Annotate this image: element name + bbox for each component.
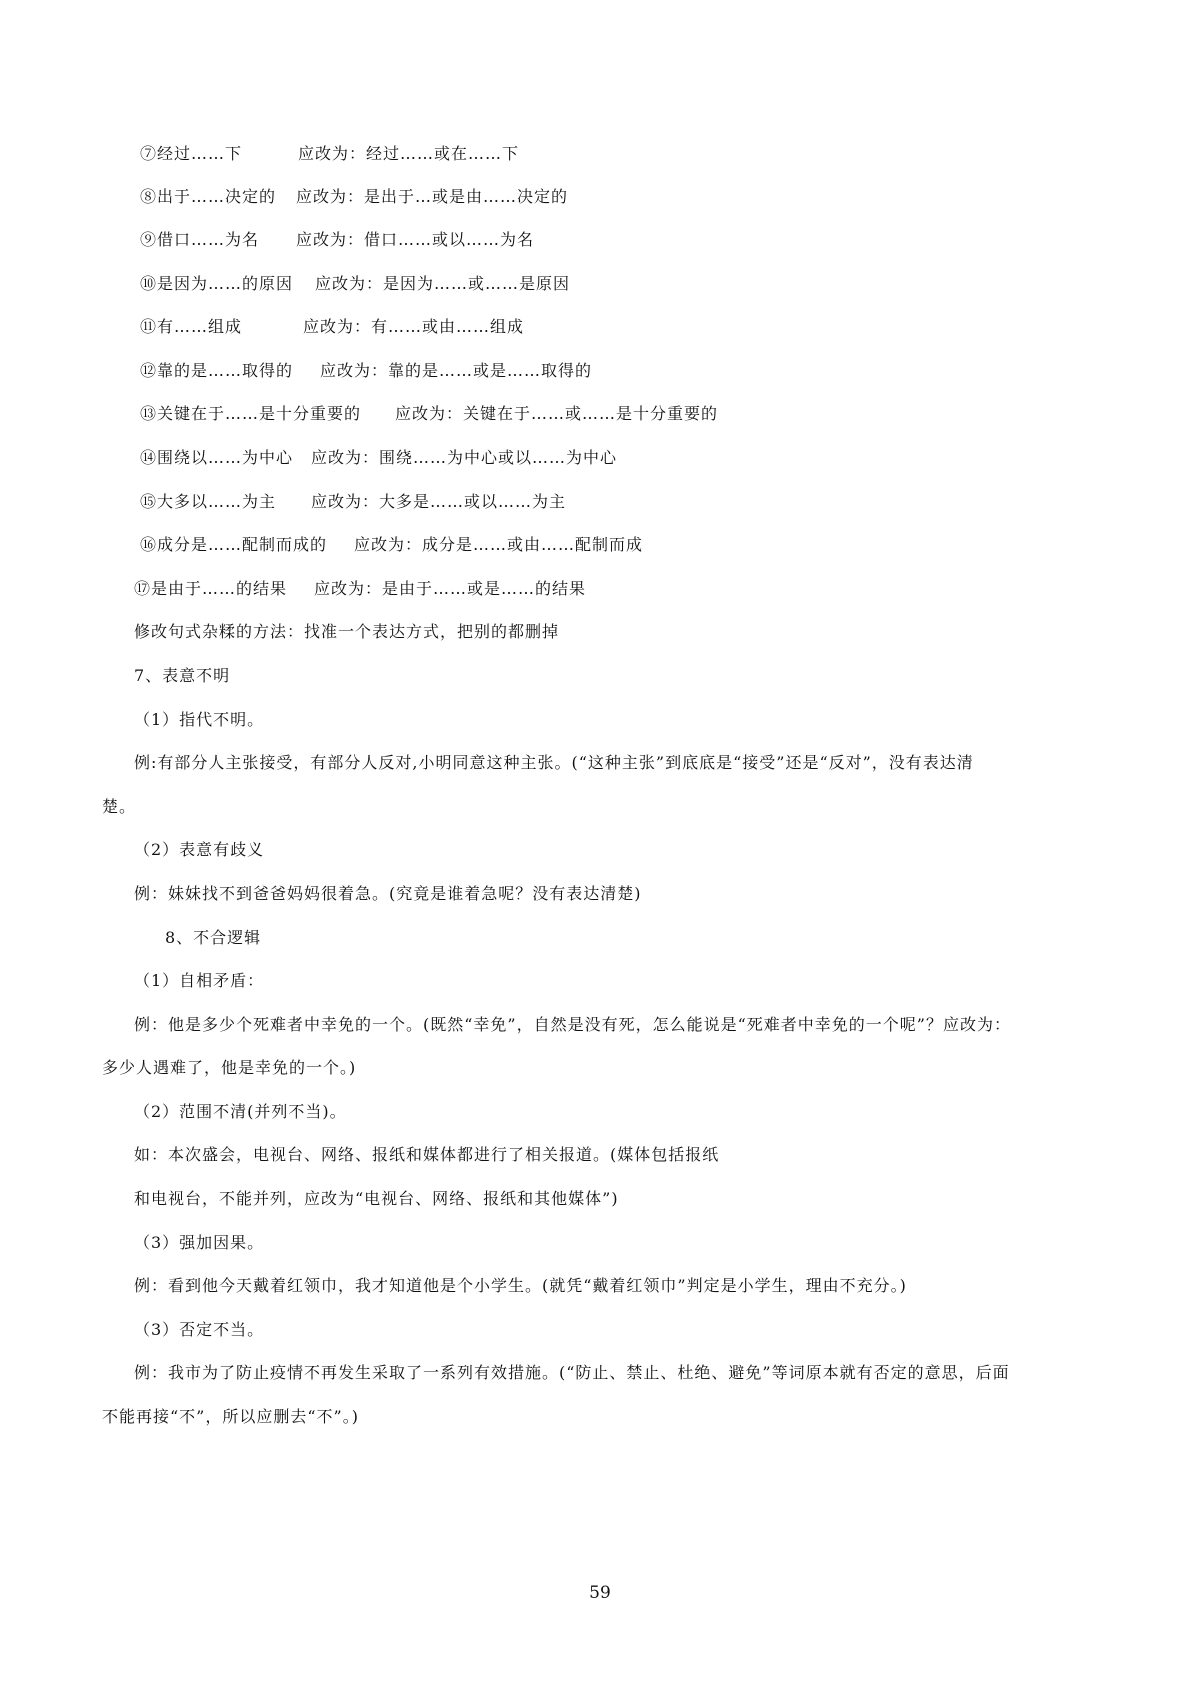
example-text: 楚。 [102, 797, 137, 816]
rule-correction: 应改为：围绕……为中心或以……为中心 [311, 448, 618, 467]
rule-original: ⑩是因为……的原因 [140, 274, 294, 293]
rule-line [140, 316, 524, 338]
rule-correction: 应改为：是由于……或是……的结果 [314, 579, 587, 598]
subheading: （2）范围不清(并列不当)。 [134, 1102, 347, 1121]
rule-correction: 应改为：借口……或以……为名 [296, 230, 535, 249]
rule-original: ⑫靠的是……取得的 [140, 361, 294, 380]
rule-original: ⑪有……组成 [140, 317, 243, 336]
method-text: 修改句式杂糅的方法：找准一个表达方式，把别的都删掉 [134, 622, 560, 641]
rule-line [140, 186, 568, 208]
subheading: （3）强加因果。 [134, 1233, 265, 1252]
subheading: （2）表意有歧义 [134, 840, 265, 859]
rule-correction: 应改为：靠的是……或是……取得的 [320, 361, 593, 380]
rule-original: ⑬关键在于……是十分重要的 [140, 404, 362, 423]
rule-original: ⑮大多以……为主 [140, 492, 277, 511]
rule-correction: 应改为：是出于…或是由……决定的 [296, 187, 569, 206]
example-text: 例：妹妹找不到爸爸妈妈很着急。(究竟是谁着急呢？没有表达清楚) [134, 884, 642, 903]
rule-correction: 应改为：关键在于……或……是十分重要的 [395, 404, 719, 423]
rule-line [140, 534, 643, 556]
rule-line [140, 403, 718, 425]
rule-line [134, 578, 586, 600]
section-heading: 8、不合逻辑 [165, 928, 262, 947]
rule-line [140, 447, 617, 469]
page-number: 59 [589, 1583, 611, 1603]
example-text: 不能再接“不”，所以应删去“不”。) [102, 1407, 359, 1426]
rule-correction: 应改为：经过……或在……下 [298, 144, 520, 163]
rule-correction: 应改为：成分是……或由……配制而成 [354, 535, 644, 554]
rule-original: ⑧出于……决定的 [140, 187, 277, 206]
rule-original: ⑯成分是……配制而成的 [140, 535, 328, 554]
example-text: 和电视台，不能并列，应改为“电视台、网络、报纸和其他媒体”) [134, 1189, 619, 1208]
rule-correction: 应改为：是因为……或……是原因 [315, 274, 571, 293]
example-text: 多少人遇难了，他是幸免的一个。) [102, 1058, 357, 1077]
example-text: 如：本次盛会，电视台、网络、报纸和媒体都进行了相关报道。(媒体包括报纸 [134, 1145, 720, 1164]
rule-line [140, 273, 570, 295]
rule-original: ⑰是由于……的结果 [134, 579, 288, 598]
rule-line [140, 143, 519, 165]
rule-correction: 应改为：有……或由……组成 [303, 317, 525, 336]
rule-original: ⑭围绕以……为中心 [140, 448, 294, 467]
rule-original: ⑦经过……下 [140, 144, 243, 163]
rule-line [140, 229, 534, 251]
subheading: （1）自相矛盾： [134, 971, 265, 990]
example-text: 例：我市为了防止疫情不再发生采取了一系列有效措施。(“防止、禁止、杜绝、避免”等词原本就有否定的意思，后面 [134, 1363, 1010, 1382]
rule-line [140, 491, 566, 513]
subheading: （3）否定不当。 [134, 1320, 265, 1339]
example-text: 例:有部分人主张接受，有部分人反对,小明同意这种主张。(“这种主张”到底底是“接受”还是“反对”，没有表达清 [134, 753, 974, 772]
example-text: 例：他是多少个死难者中幸免的一个。(既然“幸免”，自然是没有死，怎么能说是“死难者中幸免的一个呢”？应改为： [134, 1015, 1011, 1034]
rule-correction: 应改为：大多是……或以……为主 [311, 492, 567, 511]
subheading: （1）指代不明。 [134, 710, 265, 729]
rule-original: ⑨借口……为名 [140, 230, 260, 249]
rule-line [140, 360, 592, 382]
section-heading: 7、表意不明 [134, 666, 231, 685]
example-text: 例：看到他今天戴着红领巾，我才知道他是个小学生。(就凭“戴着红领巾”判定是小学生，理由不充分。) [134, 1276, 907, 1295]
